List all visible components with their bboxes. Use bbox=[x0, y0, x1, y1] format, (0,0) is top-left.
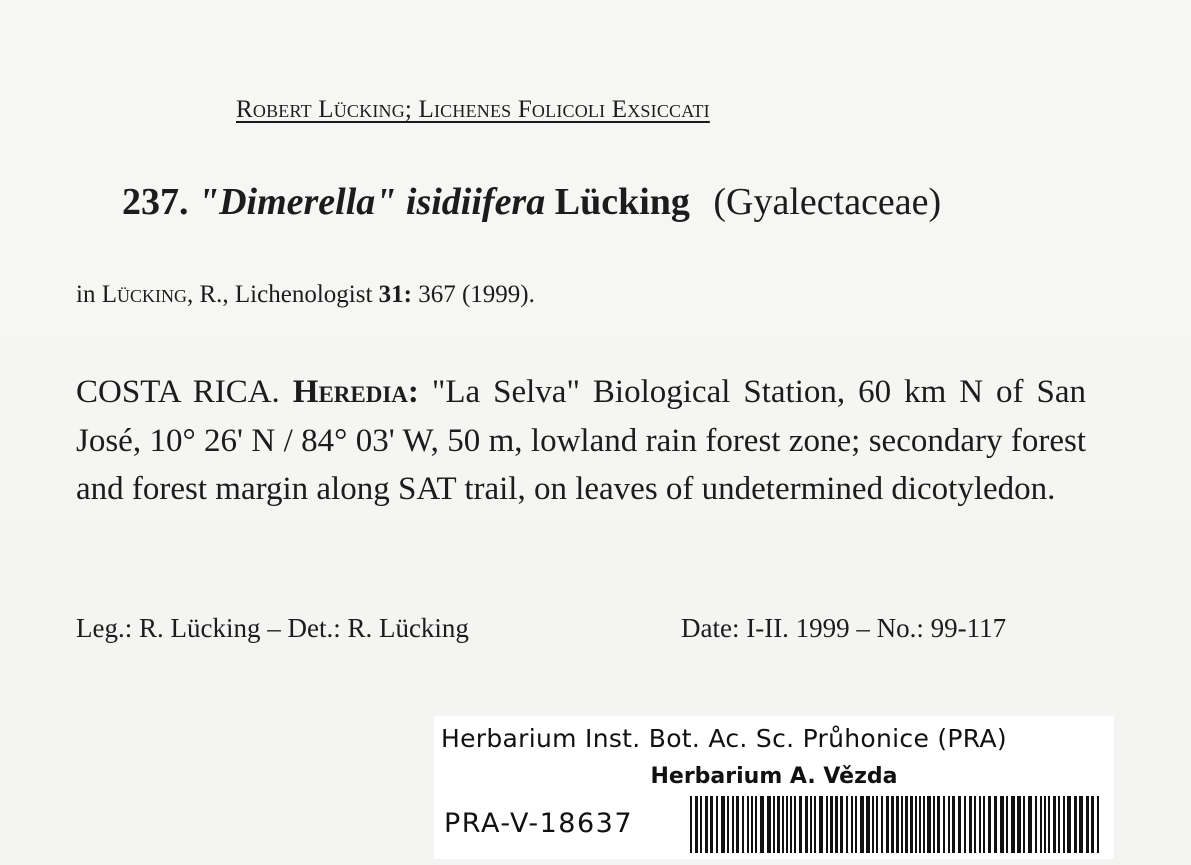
citation-volume: 31: bbox=[378, 281, 412, 308]
date-number-line: Date: I-II. 1999 – No.: 99-117 bbox=[681, 613, 1007, 643]
herbarium-barcode-label bbox=[434, 716, 1114, 859]
locality-description: "La Selva" Biological Station, 60 km N of San José, 10° 26' N / 84° 03' W, 50 m, lowland rain forest zone; secondary forest and forest margin along SAT trail, on leaves of undetermined dicotyledon. bbox=[76, 374, 1086, 507]
taxon-author: Lücking bbox=[554, 181, 690, 223]
locality-country: COSTA RICA. bbox=[76, 374, 280, 410]
taxon-title bbox=[122, 180, 941, 224]
citation-prefix: in bbox=[76, 281, 96, 308]
literature-citation bbox=[76, 281, 535, 309]
locality-province: Heredia: bbox=[292, 374, 419, 410]
barcode-image bbox=[690, 796, 1102, 853]
genus-name: "Dimerella" bbox=[198, 181, 397, 223]
series-title: Robert Lücking; Lichenes Folicoli Exsiccati bbox=[236, 96, 710, 123]
exsiccata-number: 237. bbox=[122, 181, 189, 223]
citation-author: Lücking bbox=[101, 281, 187, 308]
locality-text bbox=[76, 368, 1086, 514]
family-name: (Gyalectaceae) bbox=[713, 181, 942, 223]
collection-name: Herbarium A. Vězda bbox=[650, 764, 898, 789]
barcode-id: PRA-V-18637 bbox=[444, 808, 634, 839]
citation-pages-year: 367 (1999). bbox=[418, 281, 535, 308]
species-epithet: isidiifera bbox=[405, 181, 546, 223]
citation-journal: , R., Lichenologist bbox=[186, 281, 373, 308]
institution-name: Herbarium Inst. Bot. Ac. Sc. Průhonice (PRA) bbox=[441, 724, 1007, 753]
collector-line: Leg.: R. Lücking – Det.: R. Lücking bbox=[76, 613, 469, 643]
